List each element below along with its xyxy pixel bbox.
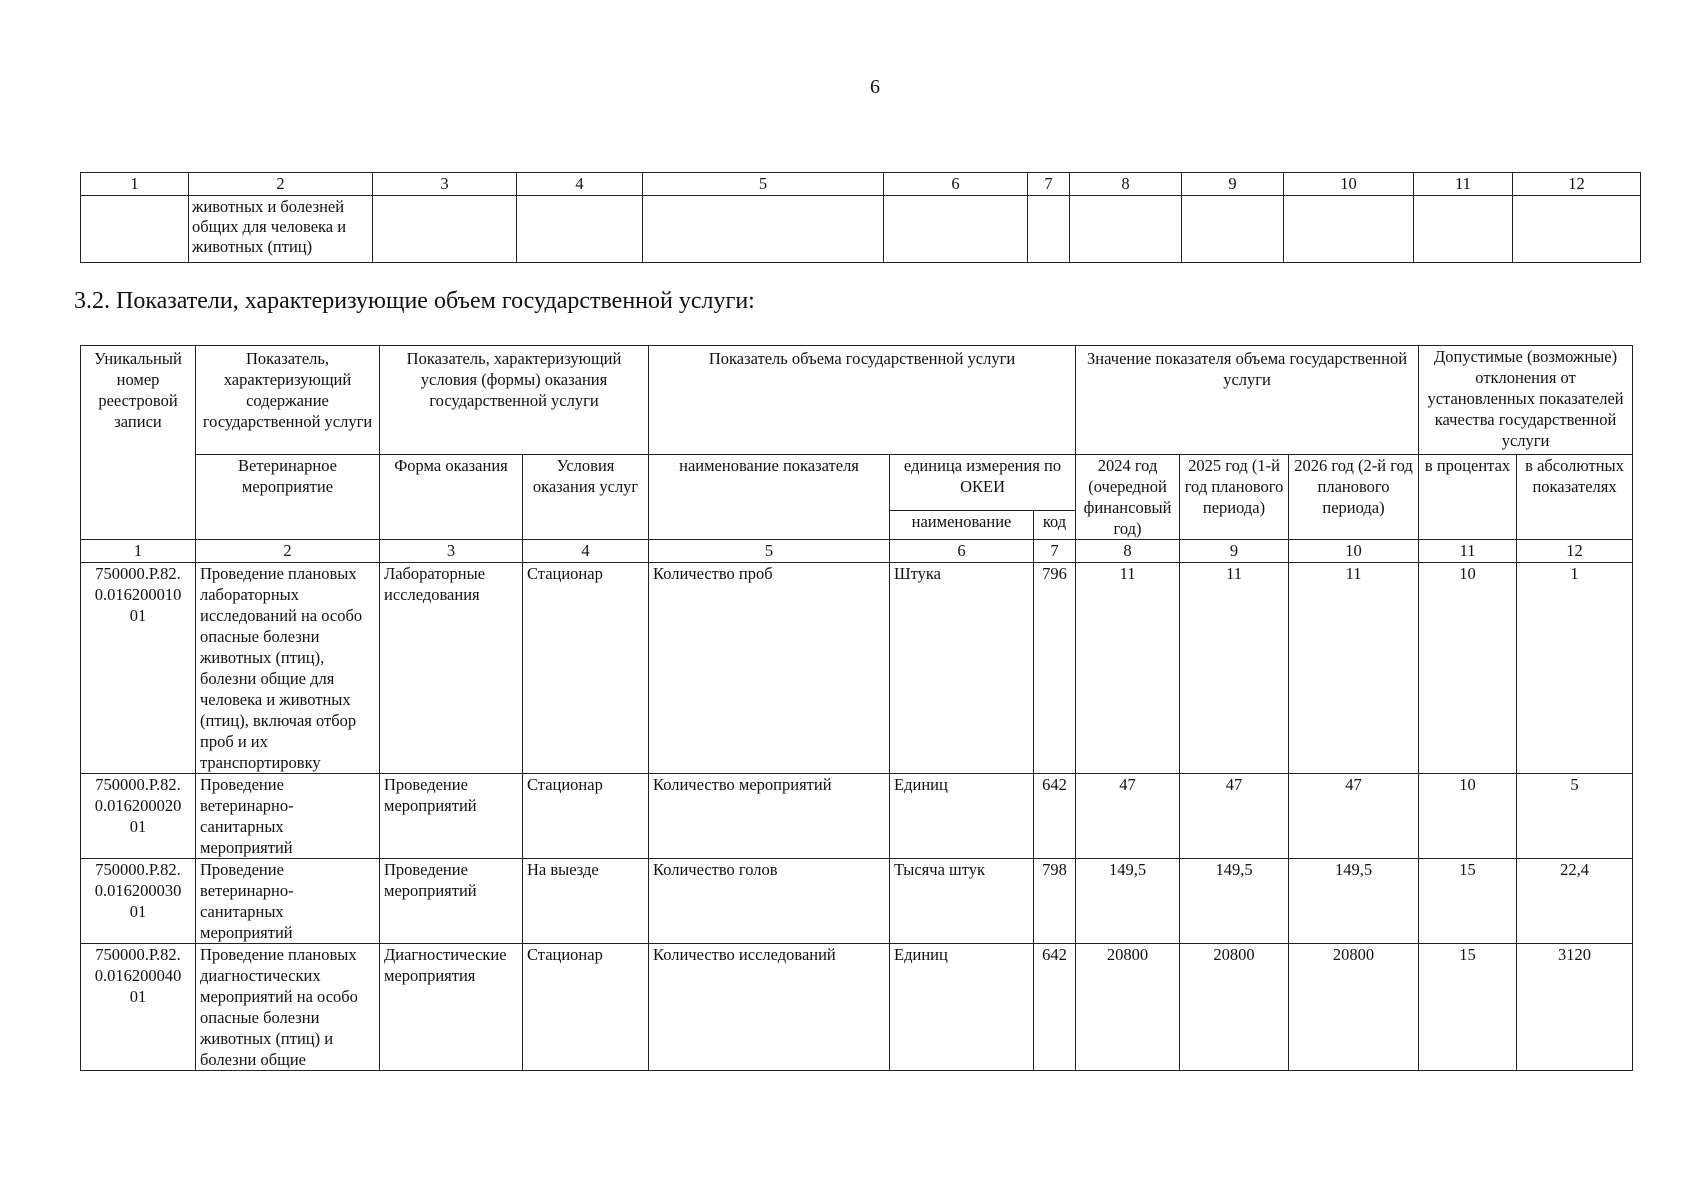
service-conditions: Стационар: [523, 774, 649, 859]
deviation-percent: 15: [1419, 944, 1517, 1071]
continuation-text: животных и болезней общих для человека и животных (птиц): [189, 196, 373, 263]
section-title: 3.2. Показатели, характеризующие объем государственной услуги:: [74, 288, 755, 314]
service-form: Лабораторные исследования: [380, 563, 523, 774]
header-conditions: Условия оказания услуг: [523, 455, 649, 540]
empty-cell: [517, 196, 643, 263]
service-conditions: Стационар: [523, 944, 649, 1071]
header-year-2025: 2025 год (1-й год планового периода): [1180, 455, 1289, 540]
column-number: 3: [373, 173, 517, 196]
table-row: [81, 563, 1633, 774]
service-conditions: На выезде: [523, 859, 649, 944]
column-number: 5: [649, 540, 890, 563]
unit-name: Тысяча штук: [890, 859, 1034, 944]
unit-code: 798: [1034, 859, 1076, 944]
column-number-row: [81, 173, 1641, 196]
header-vet-event: Ветеринарное мероприятие: [196, 455, 380, 540]
value-2024: 47: [1076, 774, 1180, 859]
column-number: 3: [380, 540, 523, 563]
column-number: 5: [643, 173, 884, 196]
deviation-percent: 10: [1419, 563, 1517, 774]
column-number: 7: [1028, 173, 1070, 196]
column-number: 8: [1070, 173, 1182, 196]
indicator-name: Количество проб: [649, 563, 890, 774]
empty-cell: [1513, 196, 1641, 263]
header-unit-name: наименование: [890, 511, 1034, 540]
value-2025: 47: [1180, 774, 1289, 859]
column-number: 12: [1517, 540, 1633, 563]
column-number: 8: [1076, 540, 1180, 563]
indicator-name: Количество голов: [649, 859, 890, 944]
service-form: Проведение мероприятий: [380, 859, 523, 944]
header-unit-code: код: [1034, 511, 1076, 540]
unit-code: 642: [1034, 774, 1076, 859]
value-2024: 20800: [1076, 944, 1180, 1071]
service-conditions: Стационар: [523, 563, 649, 774]
empty-cell: [1284, 196, 1414, 263]
registry-number: 750000.Р.82. 0.016200020 01: [81, 774, 196, 859]
header-year-2024: 2024 год (очередной финансовый год): [1076, 455, 1180, 540]
empty-cell: [1028, 196, 1070, 263]
continuation-row: [81, 196, 1641, 263]
table-row: [81, 859, 1633, 944]
value-2026: 20800: [1289, 944, 1419, 1071]
column-number: 10: [1284, 173, 1414, 196]
header-unit-okei: единица измерения по ОКЕИ: [890, 455, 1076, 511]
registry-number: 750000.Р.82. 0.016200030 01: [81, 859, 196, 944]
column-number: 6: [884, 173, 1028, 196]
header-percent: в процентах: [1419, 455, 1517, 540]
column-number: 11: [1419, 540, 1517, 563]
header-year-2026: 2026 год (2-й год планового периода): [1289, 455, 1419, 540]
volume-indicators-table: [80, 345, 1633, 1071]
deviation-absolute: 1: [1517, 563, 1633, 774]
value-2024: 149,5: [1076, 859, 1180, 944]
deviation-absolute: 3120: [1517, 944, 1633, 1071]
vet-event: Проведение плановых лабораторных исследований на особо опасные болезни животных (птиц), болезни общие для человека и животных (птиц), включая отбор проб и их транспортировку: [196, 563, 380, 774]
value-2025: 20800: [1180, 944, 1289, 1071]
indicator-name: Количество исследований: [649, 944, 890, 1071]
value-2024: 11: [1076, 563, 1180, 774]
column-number: 12: [1513, 173, 1641, 196]
header-form: Форма оказания: [380, 455, 523, 540]
column-number: 9: [1182, 173, 1284, 196]
column-number: 1: [81, 173, 189, 196]
unit-name: Единиц: [890, 944, 1034, 1071]
continuation-table: [80, 172, 1641, 263]
header-indicator-name: наименование показателя: [649, 455, 890, 540]
empty-cell: [884, 196, 1028, 263]
header-absolute: в абсолютных показателях: [1517, 455, 1633, 540]
service-form: Диагностические мероприятия: [380, 944, 523, 1071]
table-row: [81, 944, 1633, 1071]
header-content-indicator: Показатель, характеризующий содержание государственной услуги: [196, 346, 380, 455]
column-number: 10: [1289, 540, 1419, 563]
deviation-percent: 15: [1419, 859, 1517, 944]
header-deviations: Допустимые (возможные) отклонения от установленных показателей качества государственной услуги: [1419, 346, 1633, 455]
column-number: 2: [189, 173, 373, 196]
registry-number: 750000.Р.82. 0.016200010 01: [81, 563, 196, 774]
empty-cell: [643, 196, 884, 263]
table-row: [81, 774, 1633, 859]
empty-cell: [1182, 196, 1284, 263]
column-number: 4: [517, 173, 643, 196]
service-form: Проведение мероприятий: [380, 774, 523, 859]
header-volume-indicator: Показатель объема государственной услуги: [649, 346, 1076, 455]
indicator-name: Количество мероприятий: [649, 774, 890, 859]
vet-event: Проведение ветеринарно-санитарных мероприятий: [196, 774, 380, 859]
empty-cell: [1070, 196, 1182, 263]
vet-event: Проведение плановых диагностических мероприятий на особо опасные болезни животных (птиц) и болезни общие: [196, 944, 380, 1071]
deviation-absolute: 22,4: [1517, 859, 1633, 944]
vet-event: Проведение ветеринарно-санитарных мероприятий: [196, 859, 380, 944]
deviation-absolute: 5: [1517, 774, 1633, 859]
column-number: 9: [1180, 540, 1289, 563]
column-number: 2: [196, 540, 380, 563]
empty-cell: [81, 196, 189, 263]
unit-code: 642: [1034, 944, 1076, 1071]
header-volume-value: Значение показателя объема государственной услуги: [1076, 346, 1419, 455]
column-number: 7: [1034, 540, 1076, 563]
value-2025: 11: [1180, 563, 1289, 774]
column-number-row: [81, 540, 1633, 563]
value-2025: 149,5: [1180, 859, 1289, 944]
value-2026: 149,5: [1289, 859, 1419, 944]
header-conditions-indicator: Показатель, характеризующий условия (формы) оказания государственной услуги: [380, 346, 649, 455]
unit-name: Штука: [890, 563, 1034, 774]
column-number: 4: [523, 540, 649, 563]
column-number: 11: [1414, 173, 1513, 196]
deviation-percent: 10: [1419, 774, 1517, 859]
value-2026: 47: [1289, 774, 1419, 859]
empty-cell: [1414, 196, 1513, 263]
unit-code: 796: [1034, 563, 1076, 774]
page-number: 6: [870, 76, 880, 98]
unit-name: Единиц: [890, 774, 1034, 859]
empty-cell: [373, 196, 517, 263]
header-registry-number: Уникальный номер реестровой записи: [81, 346, 196, 540]
column-number: 6: [890, 540, 1034, 563]
value-2026: 11: [1289, 563, 1419, 774]
registry-number: 750000.Р.82. 0.016200040 01: [81, 944, 196, 1071]
column-number: 1: [81, 540, 196, 563]
